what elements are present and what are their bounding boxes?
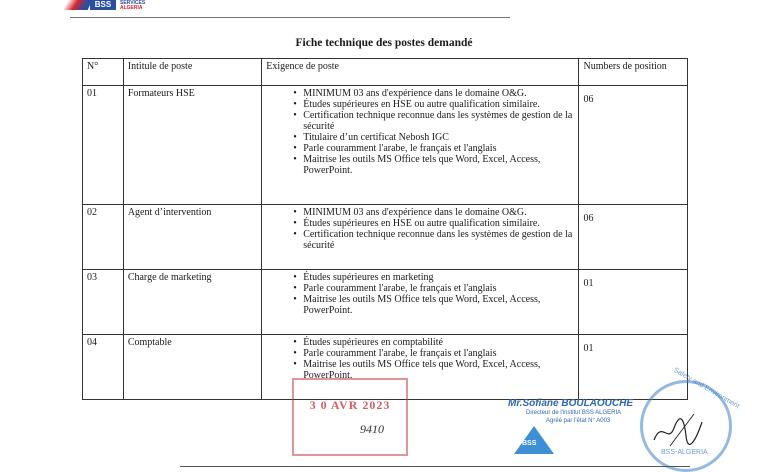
row-requirements [262,205,579,270]
row-requirements [262,270,579,335]
requirement-item: • Études supérieures en comptabilité [293,337,574,348]
job-requirements-table [82,58,688,400]
row-job-title: Agent d’intervention [123,205,261,270]
row-number: 04 [83,335,124,400]
signatory-agreement: Agréé par l'état N° A003 [546,418,611,424]
seal-text-bottom: BSS-ALGERIA [661,449,708,456]
handwritten-number: 9410 [360,422,384,436]
signatory-role: Directeur de l'institut BSS ALGERIA [526,410,622,416]
requirement-item: • Titulaire d’un certificat Nebosh IGC [293,132,574,143]
table-row [83,205,688,270]
header-job-title: Intitule de poste [123,59,261,86]
received-date: 3 0 AVR 2023 [309,398,391,412]
row-positions: 01 [579,335,688,400]
requirement-item: • Parle couramment l'arabe, le français et l'anglais [293,143,574,154]
requirement-item: • MINIMUM 03 ans d'expérience dans le domaine O&G. [293,88,574,99]
bss-logo-subtitle [120,1,145,11]
row-requirements [262,86,579,205]
bss-badge-label: BSS [522,440,537,447]
row-job-title: Comptable [123,335,261,400]
table-header-row [83,59,688,86]
requirement-item: • Parle couramment l'arabe, le français et l'anglais [293,348,574,359]
requirement-item: • Études supérieures en HSE ou autre qualification similaire. [293,218,574,229]
requirement-item: • Maitrise les outils MS Office tels que Word, Excel, Access, PowerPoint. [293,359,574,381]
row-job-title: Charge de marketing [123,270,261,335]
header-requirements: Exigence de poste [262,59,579,86]
bss-logo: BSS [90,0,116,10]
row-positions: 06 [579,205,688,270]
header-positions: Numbers de position [579,59,688,86]
table-row [83,86,688,205]
requirement-item: • Maitrise les outils MS Office tels que Word, Excel, Access, PowerPoint. [293,154,574,176]
bottom-divider [180,466,690,467]
seal-text-top: Safety and Environment [672,366,741,411]
document-title: Fiche technique des postes demandé [295,37,473,49]
requirement-item: • Certification technique reconnue dans les systèmes de gestion de la sécurité [293,229,574,251]
header-divider [70,17,510,18]
requirement-item: • Maitrise les outils MS Office tels que Word, Excel, Access, PowerPoint. [293,294,574,316]
requirement-item: • MINIMUM 03 ans d'expérience dans le domaine O&G. [293,207,574,218]
requirement-item: • Certification technique reconnue dans les systèmes de gestion de la sécurité [293,110,574,132]
row-number: 01 [83,86,124,205]
received-stamp [292,378,408,456]
row-number: 03 [83,270,124,335]
requirement-item: • Études supérieures en marketing [293,272,574,283]
row-number: 02 [83,205,124,270]
requirement-item: • Études supérieures en HSE ou autre qualification similaire. [293,99,574,110]
logo-sub-line1: SERVICES [120,0,146,6]
row-job-title: Formateurs HSE [123,86,261,205]
header-number: N° [83,59,124,86]
bss-logo-swoosh-icon [64,0,93,10]
table-row [83,270,688,335]
row-positions: 06 [579,86,688,205]
row-positions: 01 [579,270,688,335]
signatory-name: Mr.Sofiane BOULAOUCHE [508,398,634,409]
requirement-item: • Parle couramment l'arabe, le français et l'anglais [293,283,574,294]
logo-sub-line2: ALGERIA [120,5,143,11]
handwritten-signature-icon [650,410,706,450]
